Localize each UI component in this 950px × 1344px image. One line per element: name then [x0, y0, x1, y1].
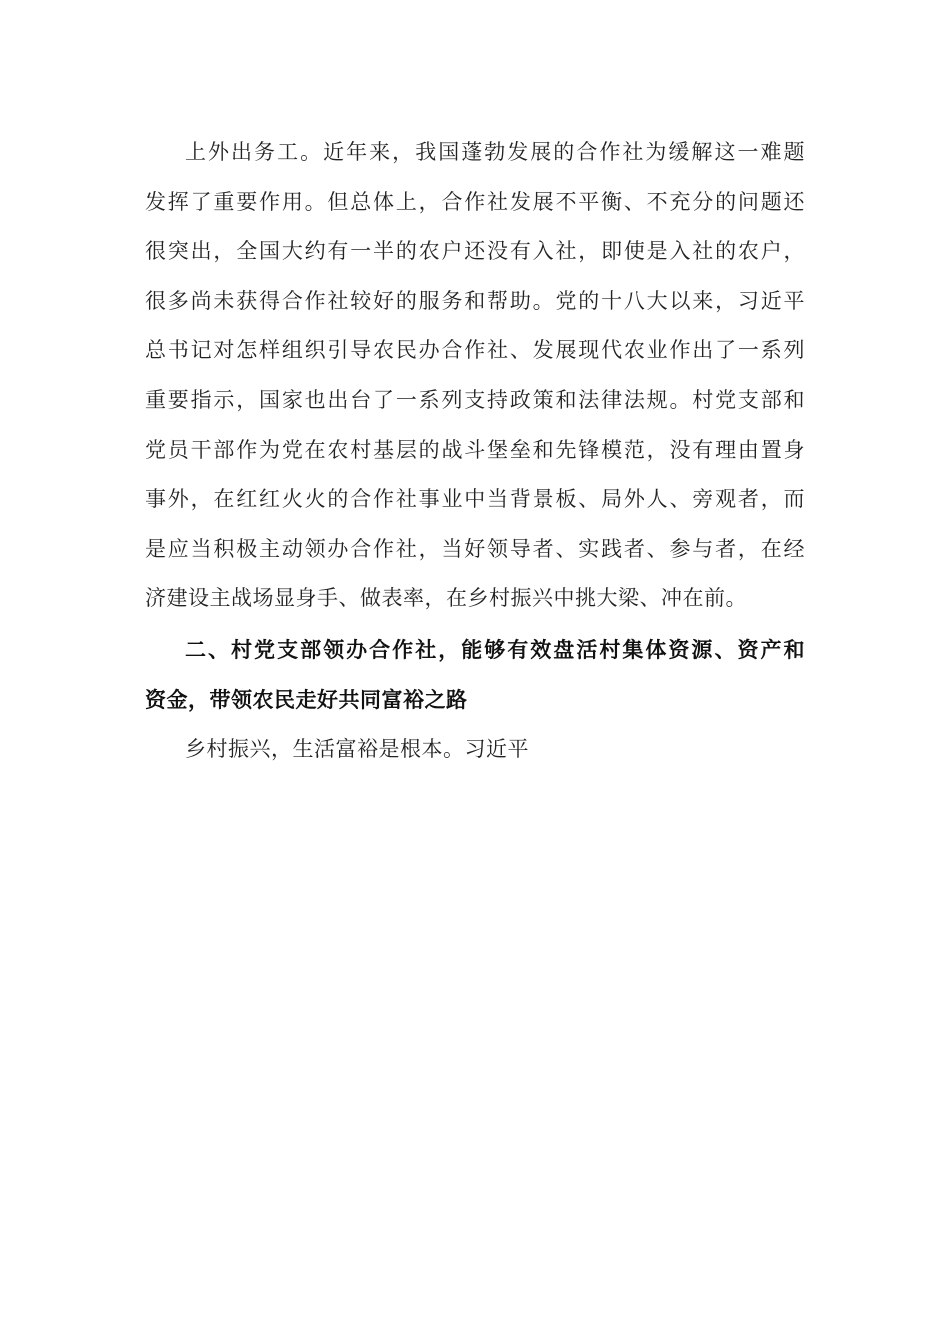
heading-line: 资金，带领农民走好共同富裕之路 [145, 686, 468, 712]
heading-line: 二、村党支部领办合作社，能够有效盘活村集体资源、资产和 [185, 636, 805, 662]
paragraph-line: 很突出，全国大约有一半的农户还没有入社，即使是入社的农户， [145, 239, 805, 264]
paragraph-line: 是应当积极主动领办合作社，当好领导者、实践者、参与者，在经 [145, 536, 805, 561]
paragraph-line: 党员干部作为党在农村基层的战斗堡垒和先锋模范，没有理由置身 [145, 437, 805, 462]
paragraph-line: 济建设主战场显身手、做表率，在乡村振兴中挑大梁、冲在前。 [145, 586, 747, 611]
paragraph-line: 很多尚未获得合作社较好的服务和帮助。党的十八大以来，习近平 [145, 288, 805, 313]
paragraph-line: 总书记对怎样组织引导农民办合作社、发展现代农业作出了一系列 [145, 338, 805, 363]
paragraph-line: 事外，在红红火火的合作社事业中当背景板、局外人、旁观者，而 [145, 487, 805, 512]
paragraph-section-two [145, 725, 805, 775]
paragraph-continuation [145, 128, 805, 624]
document-body [145, 128, 805, 775]
paragraph-line: 上外出务工。近年来，我国蓬勃发展的合作社为缓解这一难题 [185, 140, 805, 164]
section-heading [145, 625, 805, 724]
paragraph-line: 乡村振兴，生活富裕是根本。习近平 [185, 737, 529, 762]
paragraph-line: 重要指示，国家也出台了一系列支持政策和法律法规。村党支部和 [145, 387, 805, 412]
paragraph-line: 发挥了重要作用。但总体上，合作社发展不平衡、不充分的问题还 [145, 189, 805, 214]
